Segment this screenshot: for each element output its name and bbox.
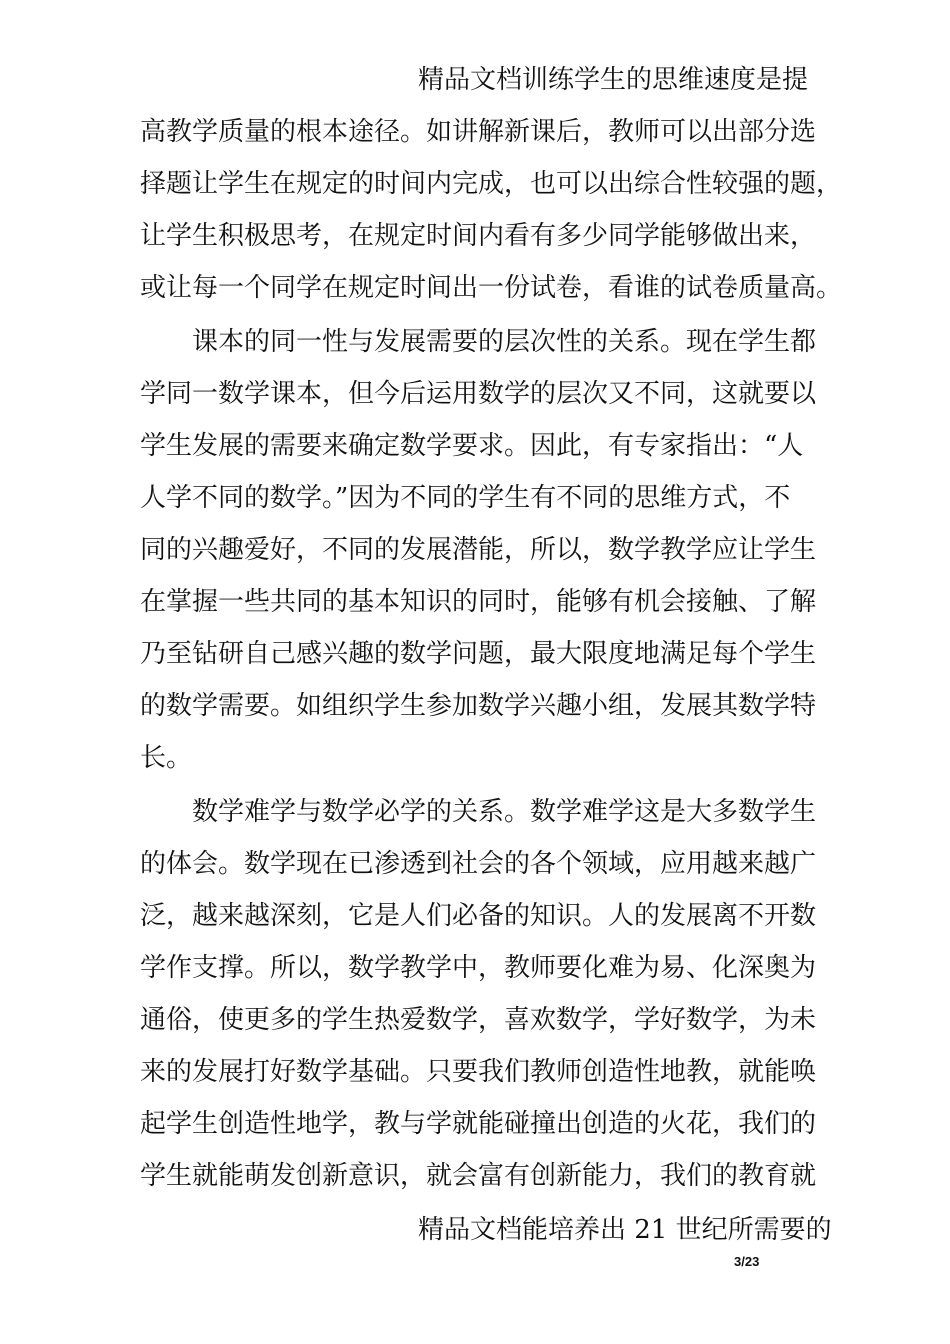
text-line: 在掌握一些共同的基本知识的同时，能够有机会接触、了解 xyxy=(140,587,817,617)
text-line: 同的兴趣爱好，不同的发展潜能，所以，数学教学应让学生 xyxy=(140,535,817,565)
text-line: 起学生创造性地学，教与学就能碰撞出创造的火花，我们的 xyxy=(140,1109,817,1139)
page-number: 3/23 xyxy=(734,1254,760,1269)
text-line: 学同一数学课本，但今后运用数学的层次又不同，这就要以 xyxy=(140,379,817,409)
text-line: 乃至钻研自己感兴趣的数学问题，最大限度地满足每个学生 xyxy=(140,639,817,669)
text-line: 泛，越来越深刻，它是人们必备的知识。人的发展离不开数 xyxy=(140,901,817,931)
text-line: 学生就能萌发创新意识，就会富有创新能力，我们的教育就 xyxy=(140,1161,817,1191)
paragraph-start-line: 数学难学与数学必学的关系。数学难学这是大多数学生 xyxy=(192,797,817,827)
text-line: 学生发展的需要来确定数学要求。因此，有专家指出：“人 xyxy=(140,431,804,461)
text-line: 来的发展打好数学基础。只要我们教师创造性地教，就能唤 xyxy=(140,1057,817,1087)
text-line: 的数学需要。如组织学生参加数学兴趣小组，发展其数学特 xyxy=(140,691,817,721)
text-line: 或让每一个同学在规定时间出一份试卷，看谁的试卷质量高。 xyxy=(140,273,843,303)
footer-line: 精品文档能培养出 21 世纪所需要的 xyxy=(418,1215,832,1245)
text-line: 长。 xyxy=(140,743,193,773)
text-line: 的体会。数学现在已渗透到社会的各个领域，应用越来越广 xyxy=(140,849,817,879)
text-line: 高教学质量的根本途径。如讲解新课后，教师可以出部分选 xyxy=(140,117,817,147)
paragraph-start-line: 课本的同一性与发展需要的层次性的关系。现在学生都 xyxy=(192,327,817,357)
text-line: 让学生积极思考，在规定时间内看有多少同学能够做出来， xyxy=(140,221,817,251)
header-line: 精品文档训练学生的思维速度是提 xyxy=(418,65,809,95)
text-line: 学作支撑。所以，数学教学中，教师要化难为易、化深奥为 xyxy=(140,953,817,983)
text-line: 人学不同的数学。”因为不同的学生有不同的思维方式，不 xyxy=(140,483,791,513)
text-line: 通俗，使更多的学生热爱数学，喜欢数学，学好数学，为未 xyxy=(140,1005,817,1035)
text-line: 择题让学生在规定的时间内完成，也可以出综合性较强的题， xyxy=(140,169,843,199)
